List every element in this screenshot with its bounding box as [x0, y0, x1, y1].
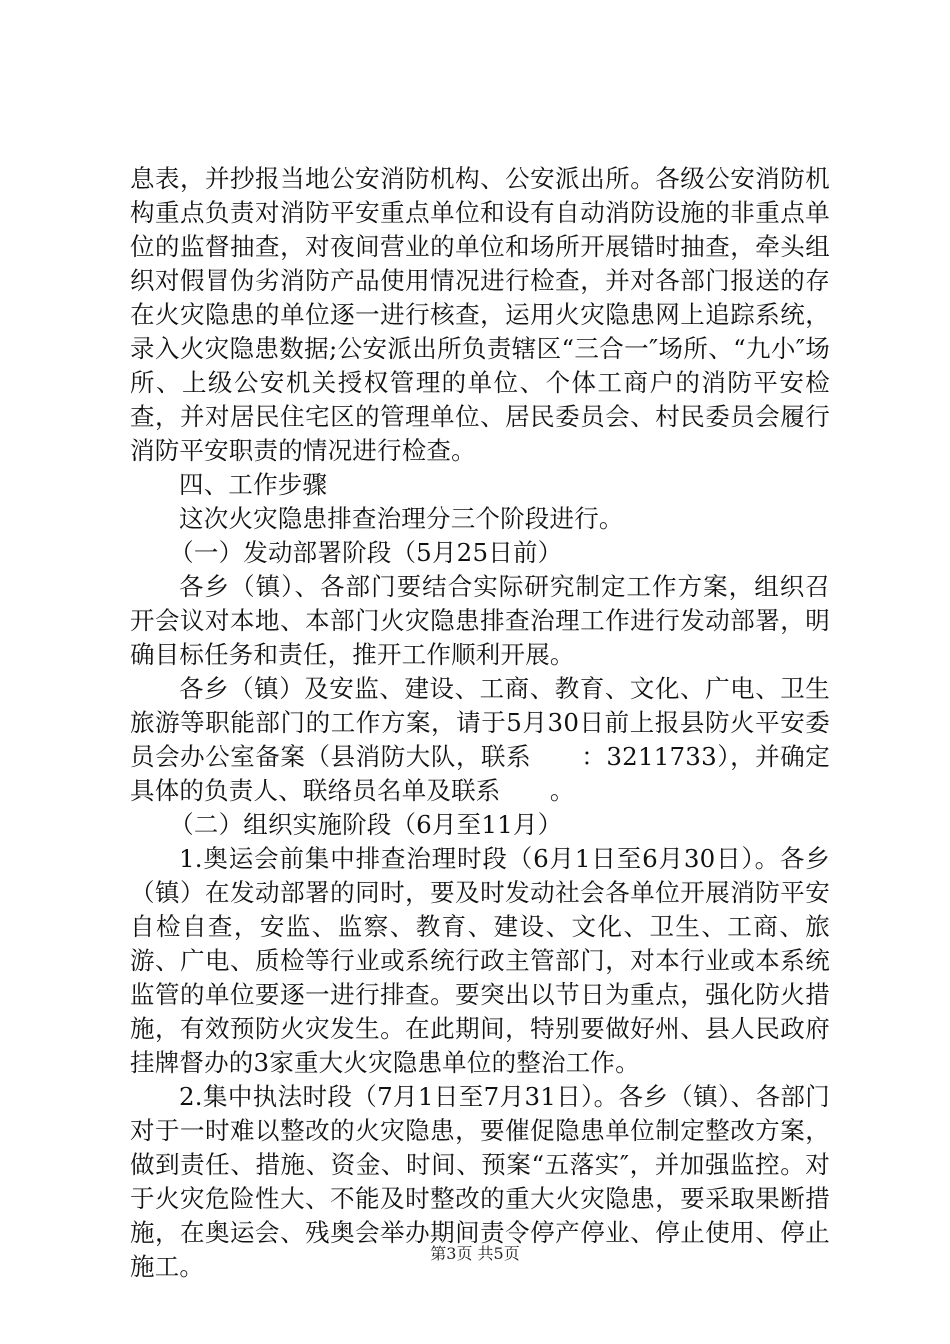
subheading-phase-2: （二）组织实施阶段（6月至11月）: [169, 810, 563, 839]
document-body: [130, 162, 830, 1284]
section-heading-work-steps: 四、工作步骤: [179, 470, 328, 499]
paragraph-phase-1-body: 各乡（镇）、各部门要结合实际研究制定工作方案，组织召开会议对本地、本部门火灾隐患排查治理工作进行发动部署，明确目标任务和责任，推开工作顺利开展。: [130, 572, 830, 669]
paragraph-phase-1-plans: 各乡（镇）及安监、建设、工商、教育、文化、广电、卫生旅游等职能部门的工作方案，请于5月30日前上报县防火平安委员会办公室备案（县消防大队，联系 ：3211733），并确定具体的负责人、联络员名单及联系 。: [130, 674, 830, 805]
paragraph-item-2: 2.集中执法时段（7月1日至7月31日）。各乡（镇）、各部门对于一时难以整改的火灾隐患，要催促隐患单位制定整改方案，做到责任、措施、资金、时间、预案“五落实″，并加强监控。对于火灾危险性大、不能及时整改的重大火灾隐患，要采取果断措施，在奥运会、残奥会举办期间责令停产停业、停止使用、停止施工。: [130, 1082, 830, 1281]
paragraph-item-1: 1.奥运会前集中排查治理时段（6月1日至6月30日）。各乡（镇）在发动部署的同时，要及时发动社会各单位开展消防平安自检自查，安监、监察、教育、建设、文化、卫生、工商、旅游、广电、质检等行业或系统行政主管部门，对本行业或本系统监管的单位要逐一进行排查。要突出以节日为重点，强化防火措施，有效预防火灾发生。在此期间，特别要做好州、县人民政府挂牌督办的3家重大火灾隐患单位的整治工作。: [130, 844, 830, 1077]
subheading-phase-1: （一）发动部署阶段（5月25日前）: [169, 538, 563, 567]
paragraph-continuation: 息表，并抄报当地公安消防机构、公安派出所。各级公安消防机构重点负责对消防平安重点单位和设有自动消防设施的非重点单位的监督抽查，对夜间营业的单位和场所开展错时抽查，牵头组织对假冒伪劣消防产品使用情况进行检查，并对各部门报送的存在火灾隐患的单位逐一进行核查，运用火灾隐患网上追踪系统，录入火灾隐患数据;公安派出所负责辖区“三合一″场所、“九小″场所、上级公安机关授权管理的单位、个体工商户的消防平安检查，并对居民住宅区的管理单位、居民委员会、村民委员会履行消防平安职责的情况进行检查。: [130, 164, 830, 465]
page-footer: 第3页 共5页: [430, 1244, 520, 1263]
paragraph-phases-intro: 这次火灾隐患排查治理分三个阶段进行。: [179, 504, 624, 533]
